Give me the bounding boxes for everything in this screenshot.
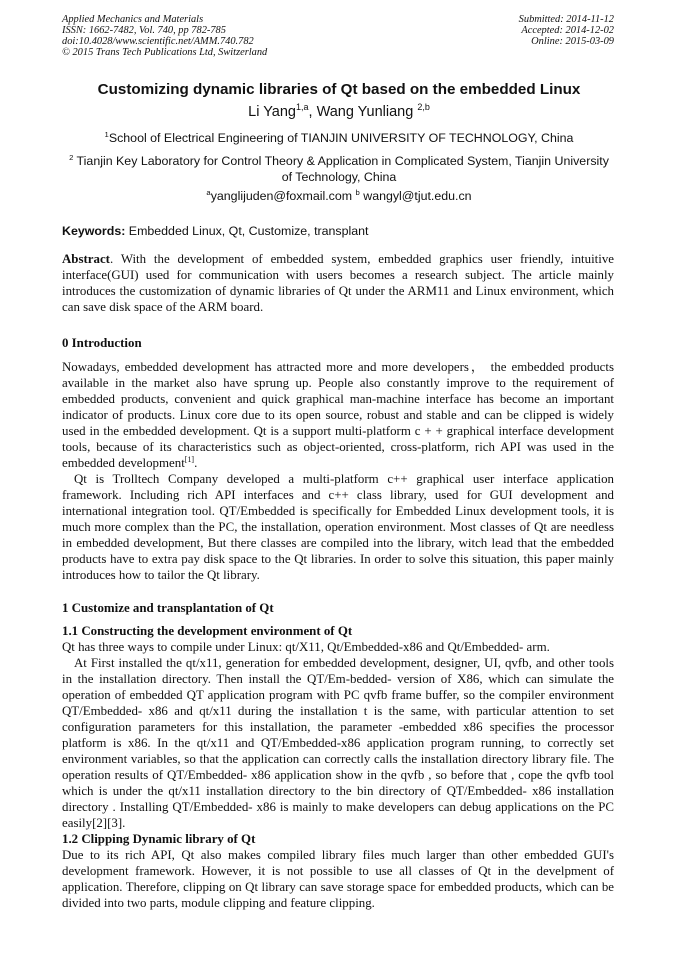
- abstract-text: . With the development of embedded system, embedded graphics user friendly, intuitive interface(GUI) used for communication with users becomes a research subject. The article mainly introduces the customization of dynamic libraries of Qt under the ARM11 and Linux environment, which can save disk space of the ARM board.: [62, 252, 614, 314]
- paragraph: Qt is Trolltech Company developed a multi-platform c++ graphical user interface application framework. Including rich API interfaces and c++ class library, used for GUI development and international integration tool. QT/Embedded is specifically for Embedded Linux development tools, it is much more complex than the PC, the installation, operation environment. Most classes of Qt are needless in embedded development, But there classes are compiled into the library, witch lead that the embedded products have to extra pay disk space to the Qt libraries. In order to solve this situation, this paper mainly introduces how to tailor the Qt library.: [62, 472, 614, 582]
- keywords: [62, 224, 368, 238]
- section-heading: 0 Introduction: [62, 336, 142, 350]
- section-1: [62, 600, 614, 911]
- abstract: [62, 251, 614, 315]
- paragraph-text: Nowadays, embedded development has attracted more and more developers， the embedded products available in the market also have sprung up. People also constantly improve to the requirement of embedded products, convenient and quick graphical man-machine interface has become an important indicator of products. Linux core due to its open source, robust and stable and can be clipped is widely used in the embedded development. Qt is a support multi-platform c + + graphical interface development tools, because of its characteristics such as object-oriented, cross-platform, rich API was used in the embedded development: [62, 360, 614, 470]
- email-link[interactable]: yanglijuden@foxmail.com: [210, 189, 356, 203]
- affiliation-mark: 2: [69, 153, 74, 163]
- copyright-line: © 2015 Trans Tech Publications Ltd, Switzerland: [62, 47, 268, 58]
- affiliation-2: [64, 153, 614, 185]
- author-name: Li Yang: [248, 104, 296, 120]
- paragraph: Qt has three ways to compile under Linux: qt/X11, Qt/Embedded-x86 and Qt/Embedded- arm.: [62, 640, 550, 654]
- journal-info: [62, 14, 267, 58]
- affiliation-mark: 1: [104, 130, 109, 140]
- affiliation-text: School of Electrical Engineering of TIANJIN UNIVERSITY OF TECHNOLOGY, China: [108, 131, 574, 145]
- section-heading: 1 Customize and transplantation of Qt: [62, 601, 274, 615]
- paragraph: Due to its rich API, Qt also makes compiled library files much larger than other embedded GUI's development framework. However, it is not possible to use all classes of Qt in the develpment of application. Therefore, clipping on Qt library can save storage space for embedded products, which can be divided into two parts, module clipping and feature clipping.: [62, 848, 614, 910]
- email-mark: a: [206, 188, 211, 198]
- author-name: Wang Yunliang: [316, 104, 418, 120]
- online-date: Online: 2015-03-09: [531, 36, 614, 47]
- email-mark: b: [355, 188, 360, 198]
- keywords-label: Keywords:: [62, 224, 126, 238]
- journal-name: Applied Mechanics and Materials: [62, 14, 204, 25]
- citation: [1]: [184, 454, 195, 464]
- affiliation-text: Tianjin Key Laboratory for Control Theory & Application in Complicated System, Tianjin University of Technology, China: [73, 154, 609, 184]
- author-affiliation-mark: 1,a: [296, 102, 309, 113]
- introduction-section: [62, 335, 614, 583]
- email-link[interactable]: wangyl@tjut.edu.cn: [359, 189, 472, 203]
- accepted-date: Accepted: 2014-12-02: [521, 25, 614, 36]
- subsection-heading: 1.1 Constructing the development environment of Qt: [62, 624, 353, 638]
- author-emails: [0, 189, 678, 203]
- paragraph: [62, 359, 614, 471]
- issn-line: ISSN: 1662-7482, Vol. 740, pp 782-785: [62, 25, 226, 36]
- paragraph: At First installed the qt/x11, generation for embedded development, designer, UI, qvfb, and other tools in the installation directory. Then install the QT/Em-bedded- version of X86, which can simulate the operation of embedded QT application program with PC qvfb frame buffer, so the compiler environment QT/Embedded- x86 and qt/x11 during the installation t is the same, with particular attention to set configuration parameters for this installation, the parameter -embedded x86 specifies the processor platform is x86. In the qt/x11 and QT/Embedded-x86 application program running, to correctly set environment variables, so that the application can correctly calls the installation directory library file. The operation results of QT/Embedded- x86 application show in the qvfb , so before that , cope the qvfb tool which is under the qt/x11 installation directory to the bin directory of QT/Embedded- x86 installation directory . Installing QT/Embedded- x86 is mainly to make developers can debug applications on the PC easily[2][3].: [62, 656, 614, 830]
- submitted-date: Submitted: 2014-11-12: [518, 14, 614, 25]
- paragraph-end: .: [194, 456, 198, 470]
- authors: Li Yang$^{1,a}$, Wang Yunliang $^{2,b}$: [248, 102, 430, 120]
- publication-dates: [519, 14, 614, 47]
- doi-line: doi:10.4028/www.scientific.net/AMM.740.782: [62, 36, 254, 47]
- affiliation-1: [0, 131, 678, 145]
- abstract-label: Abstract: [62, 252, 110, 266]
- keywords-text: Embedded Linux, Qt, Customize, transplant: [125, 224, 369, 238]
- subsection-heading: 1.2 Clipping Dynamic library of Qt: [62, 832, 256, 846]
- author-affiliation-mark: 2,b: [417, 102, 430, 113]
- paper-title: Customizing dynamic libraries of Qt based on the embedded Linux: [97, 81, 581, 98]
